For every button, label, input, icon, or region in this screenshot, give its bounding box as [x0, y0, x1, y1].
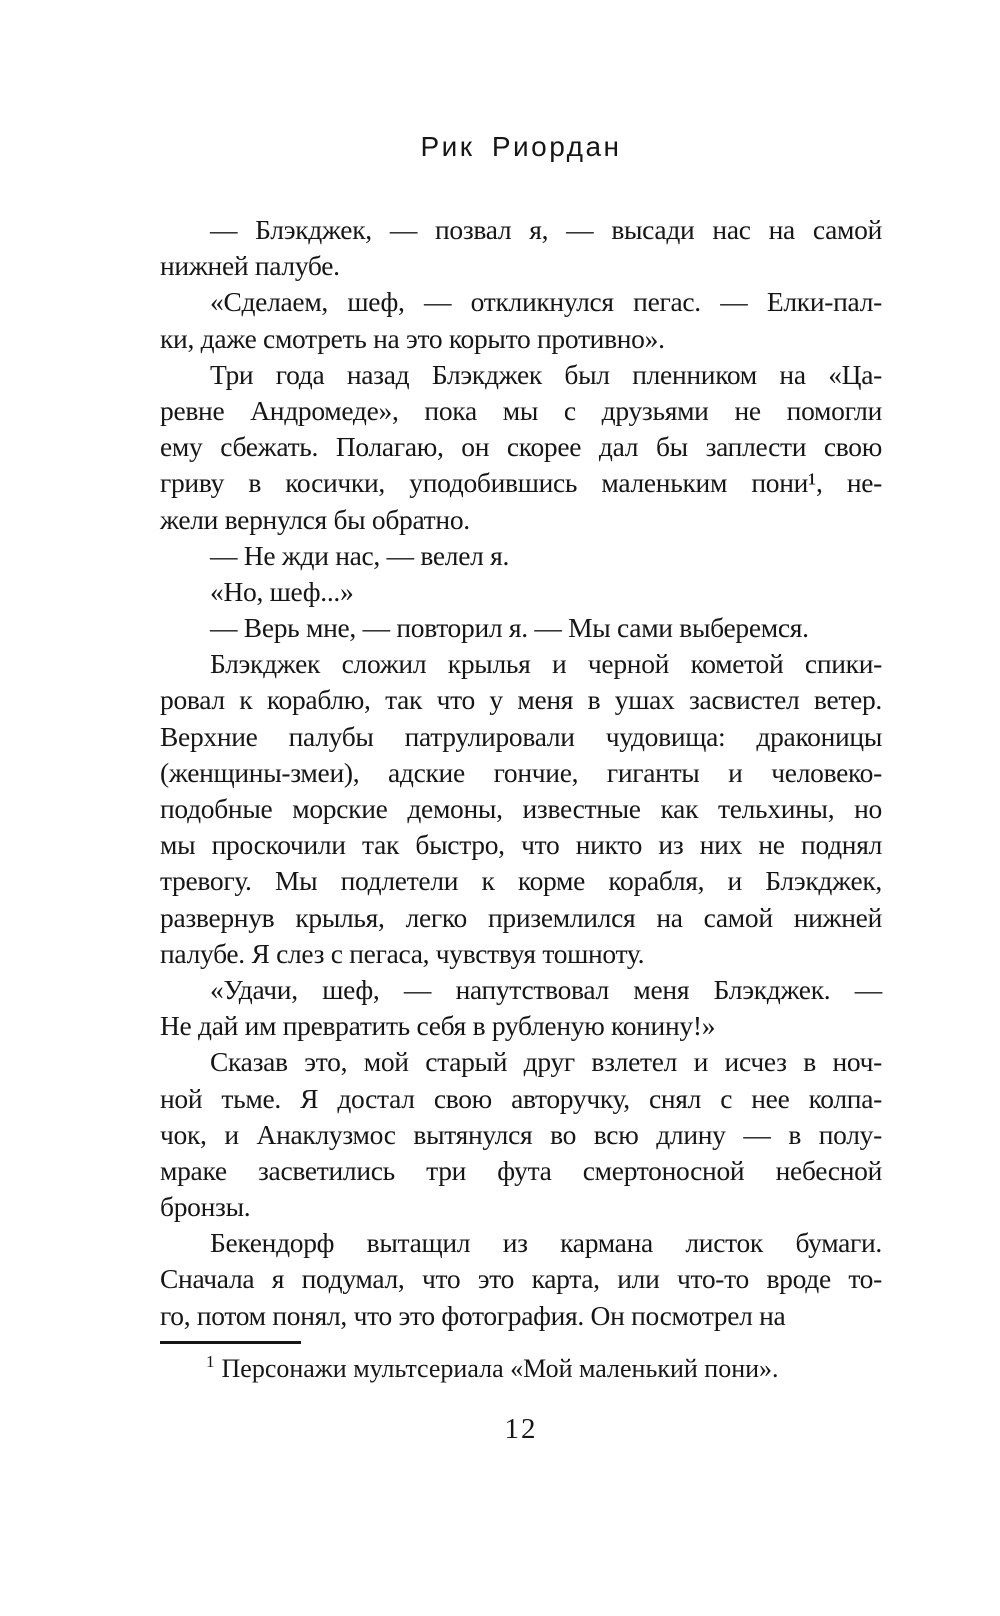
- text-line: Верхние палубы патрулировали чудовища: драконицы: [160, 720, 882, 752]
- text-line: ревне Андромеде», пока мы с друзьями не помогли: [160, 394, 882, 426]
- text-line: — Верь мне, — повторил я. — Мы сами выберемся.: [210, 612, 809, 644]
- text-line: «Сделаем, шеф, — откликнулся пегас. — Елки-пал-: [210, 286, 882, 318]
- footnote-divider: [160, 1341, 301, 1344]
- text-line: гриву в косички, уподобившись маленьким пони¹, не-: [160, 467, 882, 499]
- text-line: Не дай им превратить себя в рубленую конину!»: [160, 1010, 716, 1042]
- text-line: ки, даже смотреть на это корыто противно».: [160, 322, 665, 354]
- text-line: подобные морские демоны, известные как тельхины, но: [160, 793, 882, 824]
- footnote-marker: 1: [206, 1352, 215, 1372]
- page-number: 12: [504, 1413, 538, 1445]
- text-line: Блэкджек сложил крылья и черной кометой спики-: [210, 648, 882, 680]
- running-head: Рик Риордан: [420, 131, 622, 162]
- text-line: Бекендорф вытащил из кармана листок бумаги.: [210, 1227, 882, 1259]
- text-line: ему сбежать. Полагаю, он скорее дал бы заплести свою: [160, 431, 882, 463]
- text-line: тревогу. Мы подлетели к корме корабля, и Блэкджек,: [160, 865, 882, 897]
- text-line: Сказав это, мой старый друг взлетел и исчез в ноч-: [210, 1046, 882, 1078]
- text-line: палубе. Я слез с пегаса, чувствуя тошноту.: [160, 937, 645, 969]
- text-line: мы проскочили так быстро, что никто из них не поднял: [160, 829, 882, 861]
- text-line: жели вернулся бы обратно.: [160, 503, 470, 535]
- text-line: — Блэкджек, — позвал я, — высади нас на самой: [210, 214, 882, 245]
- text-line: — Не жди нас, — велел я.: [210, 539, 510, 571]
- text-line: нижней палубе.: [160, 250, 340, 282]
- text-line: (женщины-змеи), адские гончие, гиганты и человеко-: [160, 756, 882, 788]
- text-line: ровал к кораблю, так что у меня в ушах засвистел ветер.: [160, 684, 882, 716]
- footnote-text: Персонажи мультсериала «Мой маленький пони».: [221, 1354, 779, 1383]
- text-line: чок, и Анаклузмос вытянулся во всю длину — в полу-: [160, 1118, 882, 1150]
- text-line: го, потом понял, что это фотография. Он посмотрел на: [160, 1299, 786, 1331]
- text-line: развернув крылья, легко приземлился на самой нижней: [160, 901, 882, 933]
- text-line: «Но, шеф...»: [210, 575, 354, 607]
- text-line: Три года назад Блэкджек был пленником на «Ца-: [210, 358, 882, 390]
- footnote: [160, 1352, 882, 1385]
- text-line: бронзы.: [160, 1191, 251, 1223]
- text-line: Сначала я подумал, что это карта, или что-то вроде то-: [160, 1263, 882, 1295]
- text-line: мраке засветились три фута смертоносной небесной: [160, 1154, 882, 1186]
- body-text: [160, 212, 882, 1334]
- text-line: ной тьме. Я достал свою авторучку, снял с нее колпа-: [160, 1082, 882, 1114]
- text-line: «Удачи, шеф, — напутствовал меня Блэкджек. —: [210, 973, 882, 1005]
